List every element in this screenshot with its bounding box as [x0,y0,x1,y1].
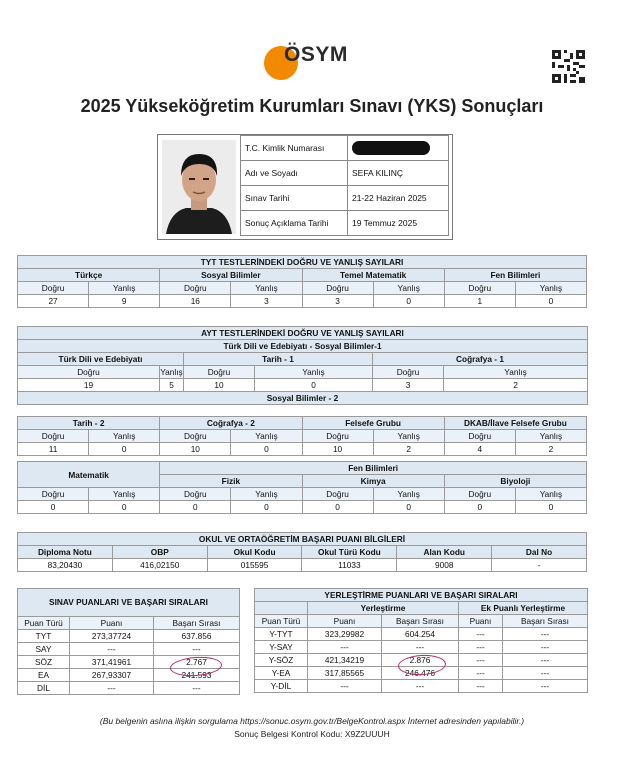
yanlis-header: Yanlış [231,282,302,295]
yanlis-header: Yanlış [89,488,160,501]
yanlis-header: Yanlış [373,488,444,501]
yanlis-header: Yanlış [231,430,302,443]
okul-header: Okul Türü Kodu [302,546,397,559]
column-header: Başarı Sırası [503,615,588,628]
column-header: Puanı [459,615,503,628]
page-title: 2025 Yükseköğretim Kurumları Sınavı (YKS) Sonuçları [80,96,544,116]
table-cell: --- [503,628,588,641]
table-cell: 3 [373,379,444,392]
table-cell: 0 [160,501,231,514]
table-cell: --- [503,667,588,680]
tyt-subject: Temel Matematik [302,269,444,282]
table-cell: 0 [231,501,302,514]
table-cell: 273,37724 [70,630,154,643]
table-cell: 4 [444,443,515,456]
dogru-header: Doğru [444,488,515,501]
value-tc-kimlik [348,136,449,161]
row-sinav-tarihi [241,186,449,211]
ayt-subject: Tarih - 1 [184,353,373,366]
table-cell: SAY [18,643,70,656]
table-cell: 637.856 [154,630,240,643]
tyt-title: TYT TESTLERİNDEKİ DOĞRU VE YANLIŞ SAYILARI [18,256,587,269]
table-cell: 1 [444,295,515,308]
table-cell: 0 [255,379,373,392]
ayt-subject: Kimya [302,475,444,488]
okul-header: Diploma Notu [18,546,113,559]
table-cell: 0 [89,501,160,514]
ayt-group2-title: Sosyal Bilimler - 2 [18,392,588,405]
column-header: Puan Türü [18,617,70,630]
table-cell: --- [382,641,459,654]
table-cell: 16 [160,295,231,308]
label-sonuc-tarihi: Sonuç Açıklama Tarihi [241,211,348,236]
table-cell: --- [503,680,588,693]
table-cell: --- [459,667,503,680]
blank-cell [255,602,308,615]
table-cell: 0 [302,501,373,514]
okul-header: Dal No [492,546,587,559]
okul-header: OBP [112,546,207,559]
okul-header: Okul Kodu [207,546,302,559]
table-row [18,682,240,695]
table-cell: 604.254 [382,628,459,641]
table-cell: 5 [160,379,184,392]
osym-brand-text: ÖSYM [284,43,348,66]
table-cell: 9 [89,295,160,308]
table-cell: SÖZ [18,656,70,669]
table-cell: --- [154,643,240,656]
dogru-header: Doğru [444,430,515,443]
footer-note: (Bu belgenin aslına ilişkin sorgulama https://sonuc.osym.gov.tr/BelgeKontrol.aspx İnternet adresinden yapılabilir.) [99,716,525,726]
table-cell: --- [503,641,588,654]
candidate-card [157,134,453,240]
ayt-subject: DKAB/İlave Felsefe Grubu [444,417,586,430]
yanlis-header: Yanlış [515,282,586,295]
value-ad-soyad: SEFA KILINÇ [348,161,449,186]
table-cell: 0 [444,501,515,514]
dogru-header: Doğru [302,488,373,501]
table-cell: 246.476 [382,667,459,680]
yanlis-header: Yanlış [255,366,373,379]
table-cell: 0 [231,443,302,456]
table-cell: 2 [515,443,586,456]
table-cell: DİL [18,682,70,695]
table-cell: 323,29982 [308,628,382,641]
table-cell: 2.767 [154,656,240,669]
tyt-table [17,255,587,308]
table-cell: --- [459,628,503,641]
table-cell: --- [459,654,503,667]
ayt-title: AYT TESTLERİNDEKİ DOĞRU VE YANLIŞ SAYILARI [18,327,588,340]
ayt-sosyal2-table [17,416,587,456]
dogru-header: Doğru [18,430,89,443]
table-cell: 015595 [207,559,302,572]
table-cell: 421,34219 [308,654,382,667]
table-cell: 267,93307 [70,669,154,682]
table-row [255,680,588,693]
ayt-subject: Türk Dili ve Edebiyatı [18,353,184,366]
ek-puanli-sub: Ek Puanlı Yerleştirme [459,602,588,615]
ayt-mat-fen-table [17,461,587,514]
table-cell: 2 [444,379,588,392]
ayt-group1-title: Türk Dili ve Edebiyatı - Sosyal Bilimler-1 [18,340,588,353]
yanlis-header: Yanlış [515,430,586,443]
okul-table [17,532,587,572]
table-cell: Y-SAY [255,641,308,654]
yanlis-header: Yanlış [89,430,160,443]
column-header: Puanı [70,617,154,630]
dogru-header: Doğru [18,282,89,295]
qr-code-icon [552,50,585,83]
table-cell: 317,85565 [308,667,382,680]
table-cell: 3 [231,295,302,308]
table-cell: 10 [302,443,373,456]
table-cell: 0 [18,501,89,514]
yerlestirme-table [254,588,588,693]
footer-control-code: Sonuç Belgesi Kontrol Kodu: X9Z2UUUH [234,729,390,739]
table-cell: 0 [515,295,586,308]
table-cell: 0 [373,501,444,514]
table-cell: 10 [184,379,255,392]
row-tc-kimlik [241,136,449,161]
table-row [18,630,240,643]
yanlis-header: Yanlış [89,282,160,295]
yerlestirme-title: YERLEŞTİRME PUANLARI VE BAŞARI SIRALARI [255,589,588,602]
table-cell: TYT [18,630,70,643]
value-sonuc-tarihi: 19 Temmuz 2025 [348,211,449,236]
ayt-subject: Felsefe Grubu [302,417,444,430]
okul-header: Alan Kodu [397,546,492,559]
table-cell: 10 [160,443,231,456]
sinav-puanlari-table [17,588,240,695]
redaction-mask [352,141,430,155]
yanlis-header: Yanlış [515,488,586,501]
column-header: Puan Türü [255,615,308,628]
candidate-photo [162,140,236,234]
dogru-header: Doğru [18,488,89,501]
candidate-info-table [240,135,449,236]
tyt-subject: Türkçe [18,269,160,282]
table-cell: --- [459,641,503,654]
table-row [255,628,588,641]
table-cell: 0 [89,443,160,456]
dogru-header: Doğru [373,366,444,379]
table-row [255,641,588,654]
dogru-header: Doğru [184,366,255,379]
table-cell: 11 [18,443,89,456]
dogru-header: Doğru [444,282,515,295]
ayt-fen-group-title: Fen Bilimleri [160,462,587,475]
ayt-subject: Fizik [160,475,302,488]
table-cell: 11033 [302,559,397,572]
yanlis-header: Yanlış [373,282,444,295]
ayt-subject: Coğrafya - 2 [160,417,302,430]
table-cell: --- [459,680,503,693]
table-cell: 0 [515,501,586,514]
table-cell: --- [308,641,382,654]
column-header: Puanı [308,615,382,628]
ayt-subject: Tarih - 2 [18,417,160,430]
table-cell: --- [503,654,588,667]
table-cell: 416,02150 [112,559,207,572]
table-cell: 0 [373,295,444,308]
table-row [18,643,240,656]
row-ad-soyad [241,161,449,186]
table-cell: EA [18,669,70,682]
ayt-subject: Coğrafya - 1 [373,353,588,366]
table-cell: Y-SÖZ [255,654,308,667]
tyt-subject: Sosyal Bilimler [160,269,302,282]
table-cell: 19 [18,379,160,392]
osym-logo [264,42,364,82]
table-cell: 371,41961 [70,656,154,669]
dogru-header: Doğru [302,282,373,295]
table-cell: Y-DİL [255,680,308,693]
label-tc-kimlik: T.C. Kimlik Numarası [241,136,348,161]
ayt-table [17,326,588,405]
table-cell: --- [70,643,154,656]
yanlis-header: Yanlış [444,366,588,379]
table-cell: 241.593 [154,669,240,682]
ayt-matematik-header: Matematik [18,462,160,488]
label-sinav-tarihi: Sınav Tarihi [241,186,348,211]
table-cell: --- [308,680,382,693]
yanlis-header: Yanlış [231,488,302,501]
table-cell: 2.876 [382,654,459,667]
dogru-header: Doğru [18,366,160,379]
dogru-header: Doğru [160,430,231,443]
column-header: Başarı Sırası [154,617,240,630]
table-cell: Y-EA [255,667,308,680]
table-cell: 3 [302,295,373,308]
table-cell: --- [154,682,240,695]
value-sinav-tarihi: 21-22 Haziran 2025 [348,186,449,211]
dogru-header: Doğru [160,282,231,295]
table-cell: --- [382,680,459,693]
okul-title: OKUL VE ORTAÖĞRETİM BAŞARI PUANI BİLGİLERİ [18,533,587,546]
column-header: Başarı Sırası [382,615,459,628]
yerlestirme-sub: Yerleştirme [308,602,459,615]
sinav-title: SINAV PUANLARI VE BAŞARI SIRALARI [18,589,240,617]
table-cell: 9008 [397,559,492,572]
table-cell: 2 [373,443,444,456]
dogru-header: Doğru [302,430,373,443]
table-cell: 27 [18,295,89,308]
tyt-subject: Fen Bilimleri [444,269,586,282]
ayt-subject: Biyoloji [444,475,586,488]
dogru-header: Doğru [160,488,231,501]
yanlis-header: Yanlış [373,430,444,443]
yanlis-header: Yanlış [160,367,183,377]
label-ad-soyad: Adı ve Soyadı [241,161,348,186]
table-cell: Y-TYT [255,628,308,641]
table-cell: 83,20430 [18,559,113,572]
row-sonuc-tarihi [241,211,449,236]
table-cell: - [492,559,587,572]
table-cell: --- [70,682,154,695]
